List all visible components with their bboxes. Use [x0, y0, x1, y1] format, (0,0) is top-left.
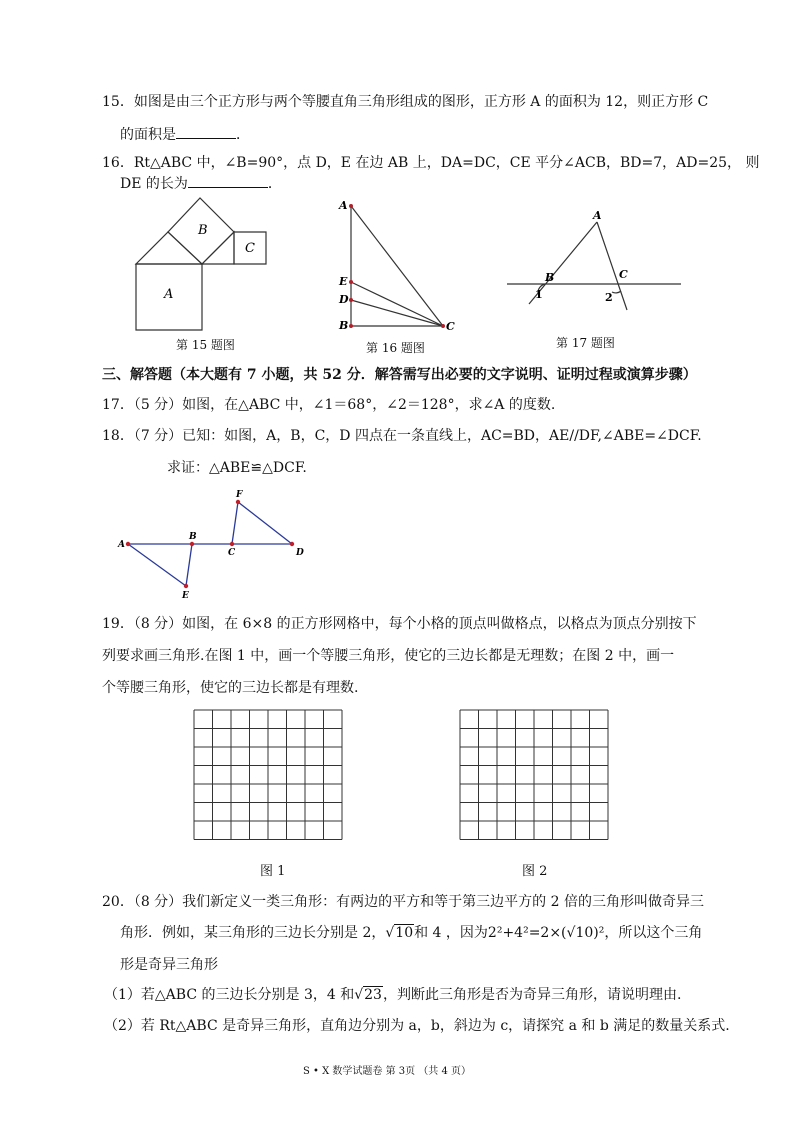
fig16-label-c: C [446, 320, 455, 333]
q15-line2-text: 的面积是 [120, 127, 176, 143]
fig16-label-e: E [339, 275, 348, 288]
q20-line2-b: 和 4 ，因为 [414, 925, 488, 941]
q20-line3: 形是奇异三角形 [120, 957, 218, 973]
q20-sub2: （2）若 Rt△ABC 是奇异三角形，直角边分别为 a，b，斜边为 c，请探究 a 和 b 满足的数量关系式. [104, 1018, 730, 1034]
q15-line2 [120, 124, 250, 145]
fig16-caption: 第 16 题图 [366, 341, 425, 355]
q19-line1: 19．（8 分）如图，在 6×8 的正方形网格中，每个小格的顶点叫做格点，以格点为顶点分别按下 [102, 616, 697, 632]
fig18-label-a: A [118, 540, 125, 550]
fig17-caption: 第 17 题图 [556, 336, 615, 350]
grid-1-caption: 图 1 [260, 864, 286, 879]
q19-line3: 个等腰三角形，使它的三边长都是有理数. [102, 680, 359, 696]
grid-figure-1 [193, 709, 345, 847]
grid-figure-2 [459, 709, 611, 847]
q20-sub1 [104, 985, 681, 1005]
fig15-label-b: B [198, 223, 208, 238]
q16-line2-text: DE 的长为 [120, 176, 188, 192]
figure-15 [128, 192, 278, 334]
fig17-label-1: 1 [535, 288, 543, 301]
fig15-label-c: C [245, 241, 255, 256]
figure-17 [505, 206, 685, 316]
fig15-label-a: A [164, 287, 174, 302]
q20-line2-eq: 2²+4²=2×(√10)² [487, 925, 605, 941]
fig18-label-b: B [189, 532, 197, 542]
fig15-caption: 第 15 题图 [176, 338, 235, 352]
fig16-label-d: D [339, 293, 349, 306]
fig18-label-d: D [296, 548, 304, 558]
grid-2-caption: 图 2 [522, 864, 548, 879]
q20-sqrt-10: √10 [385, 925, 414, 941]
fig17-label-a: A [593, 209, 602, 222]
fig16-label-a: A [339, 199, 348, 212]
section-3-title: 三、解答题（本大题有 7 小题，共 52 分．解答需写出必要的文字说明、证明过程或演算步骤） [102, 367, 697, 383]
q15-line1: 15．如图是由三个正方形与两个等腰直角三角形组成的图形，正方形 A 的面积为 12，则正方形 C [102, 94, 709, 110]
q15-answer-blank [176, 124, 236, 139]
q20-sub1-a: （1）若△ABC 的三边长分别是 3，4 和 [104, 987, 355, 1003]
fig18-label-c: C [228, 548, 236, 558]
q15-line2-end: ． [236, 127, 250, 143]
q17-text: 17．（5 分）如图，在△ABC 中，∠1＝68°，∠2＝128°，求∠A 的度数. [102, 397, 556, 413]
fig17-label-c: C [619, 268, 628, 281]
q16-line2-end: ． [267, 176, 282, 192]
q16-line1: 16．Rt△ABC 中，∠B=90°，点 D，E 在边 AB 上，DA=DC，CE 平分∠ACB，BD=7，AD=25， 则 [102, 155, 760, 171]
figure-16 [333, 196, 463, 338]
fig15-triangle-left [136, 232, 202, 264]
q18-line2: 求证：△ABE≌△DCF. [167, 460, 307, 476]
q18-line1: 18．（7 分）已知：如图，A，B，C，D 四点在一条直线上，AC=BD，AE//DF,∠ABE=∠DCF. [102, 428, 702, 444]
q20-sub1-b: ，判断此三角形是否为奇异三角形，请说明理由. [382, 987, 682, 1003]
q16-line2 [120, 173, 282, 194]
q20-sqrt-23: √23 [354, 987, 382, 1003]
q20-line1: 20．（8 分）我们新定义一类三角形：有两边的平方和等于第三边平方的 2 倍的三角形叫做奇异三 [102, 894, 704, 910]
fig16-label-b: B [339, 319, 349, 332]
q20-line2-c: ，所以这个三角 [604, 925, 703, 941]
fig18-label-e: E [182, 591, 189, 600]
page-footer: S • X 数学试题卷 第 3页 （共 4 页） [303, 1066, 472, 1077]
fig17-label-b: B [545, 271, 555, 284]
q20-line2 [120, 923, 702, 943]
figure-18 [116, 488, 316, 600]
q19-line2: 列要求画三角形.在图 1 中，画一个等腰三角形，使它的三边长都是无理数；在图 2 中，画一 [102, 648, 675, 664]
q20-line2-a: 角形．例如，某三角形的三边长分别是 2， [120, 925, 386, 941]
q16-answer-blank [188, 173, 268, 188]
fig17-label-2: 2 [605, 291, 613, 304]
fig18-label-f: F [236, 490, 243, 500]
